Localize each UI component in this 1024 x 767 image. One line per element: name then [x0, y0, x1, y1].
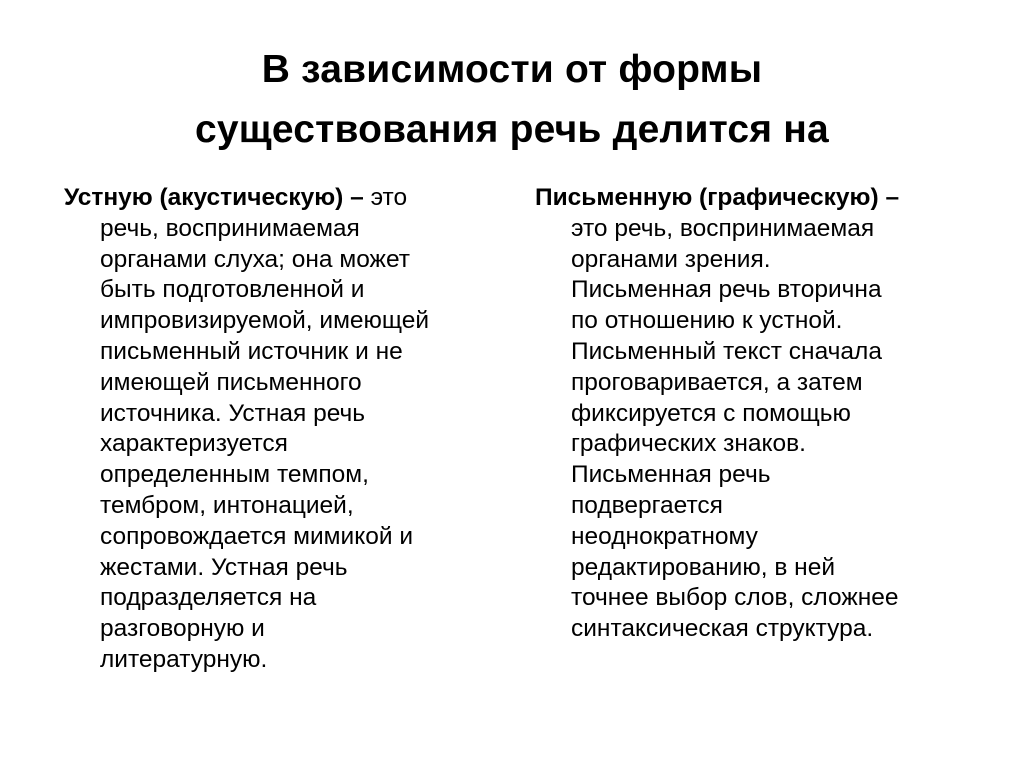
- written-line-8: графических знаков.: [571, 430, 806, 458]
- written-speech-column: [535, 183, 975, 645]
- oral-line-10: определенным темпом,: [100, 461, 369, 489]
- slide-title-line-2: существования речь делится на: [195, 108, 829, 151]
- oral-speech-column: [64, 183, 504, 676]
- written-line-7: фиксируется с помощью: [571, 399, 851, 427]
- written-line-10: подвергается: [571, 491, 723, 519]
- slide-title: [0, 40, 1024, 160]
- oral-line-14: подразделяется на: [100, 584, 317, 612]
- oral-line-16: литературную.: [100, 645, 268, 673]
- oral-line-9: характеризуется: [100, 430, 288, 458]
- written-speech-lead: Письменную (графическую) –: [535, 184, 900, 211]
- oral-line-8: источника. Устная речь: [100, 399, 366, 427]
- oral-line-6: письменный источник и не: [100, 337, 403, 365]
- oral-line-13: жестами. Устная речь: [100, 553, 348, 581]
- oral-line-12: сопровождается мимикой и: [100, 522, 414, 550]
- written-line-11: неоднократному: [571, 522, 758, 550]
- written-line-13: точнее выбор слов, сложнее: [571, 584, 899, 612]
- written-line-3: Письменная речь вторична: [571, 276, 882, 304]
- written-line-1: это речь, воспринимаемая: [571, 214, 875, 242]
- oral-line-7: имеющей письменного: [100, 368, 362, 396]
- oral-line-2: речь, воспринимаемая: [100, 214, 360, 242]
- written-line-6: проговаривается, а затем: [571, 368, 863, 396]
- written-line-12: редактированию, в ней: [571, 553, 836, 581]
- oral-line-4: быть подготовленной и: [100, 276, 365, 304]
- oral-line-1: это: [363, 184, 408, 211]
- written-line-2: органами зрения.: [571, 245, 771, 273]
- slide-title-line-1: В зависимости от формы: [261, 48, 763, 91]
- oral-line-15: разговорную и: [100, 615, 265, 643]
- oral-line-3: органами слуха; она может: [100, 245, 410, 273]
- written-line-5: Письменный текст сначала: [571, 337, 882, 365]
- written-line-4: по отношению к устной.: [571, 307, 843, 335]
- oral-line-11: тембром, интонацией,: [100, 491, 354, 519]
- oral-speech-lead: Устную (акустическую) –: [64, 184, 364, 211]
- oral-line-5: импровизируемой, имеющей: [100, 307, 430, 335]
- written-line-9: Письменная речь: [571, 461, 771, 489]
- written-line-14: синтаксическая структура.: [571, 615, 874, 643]
